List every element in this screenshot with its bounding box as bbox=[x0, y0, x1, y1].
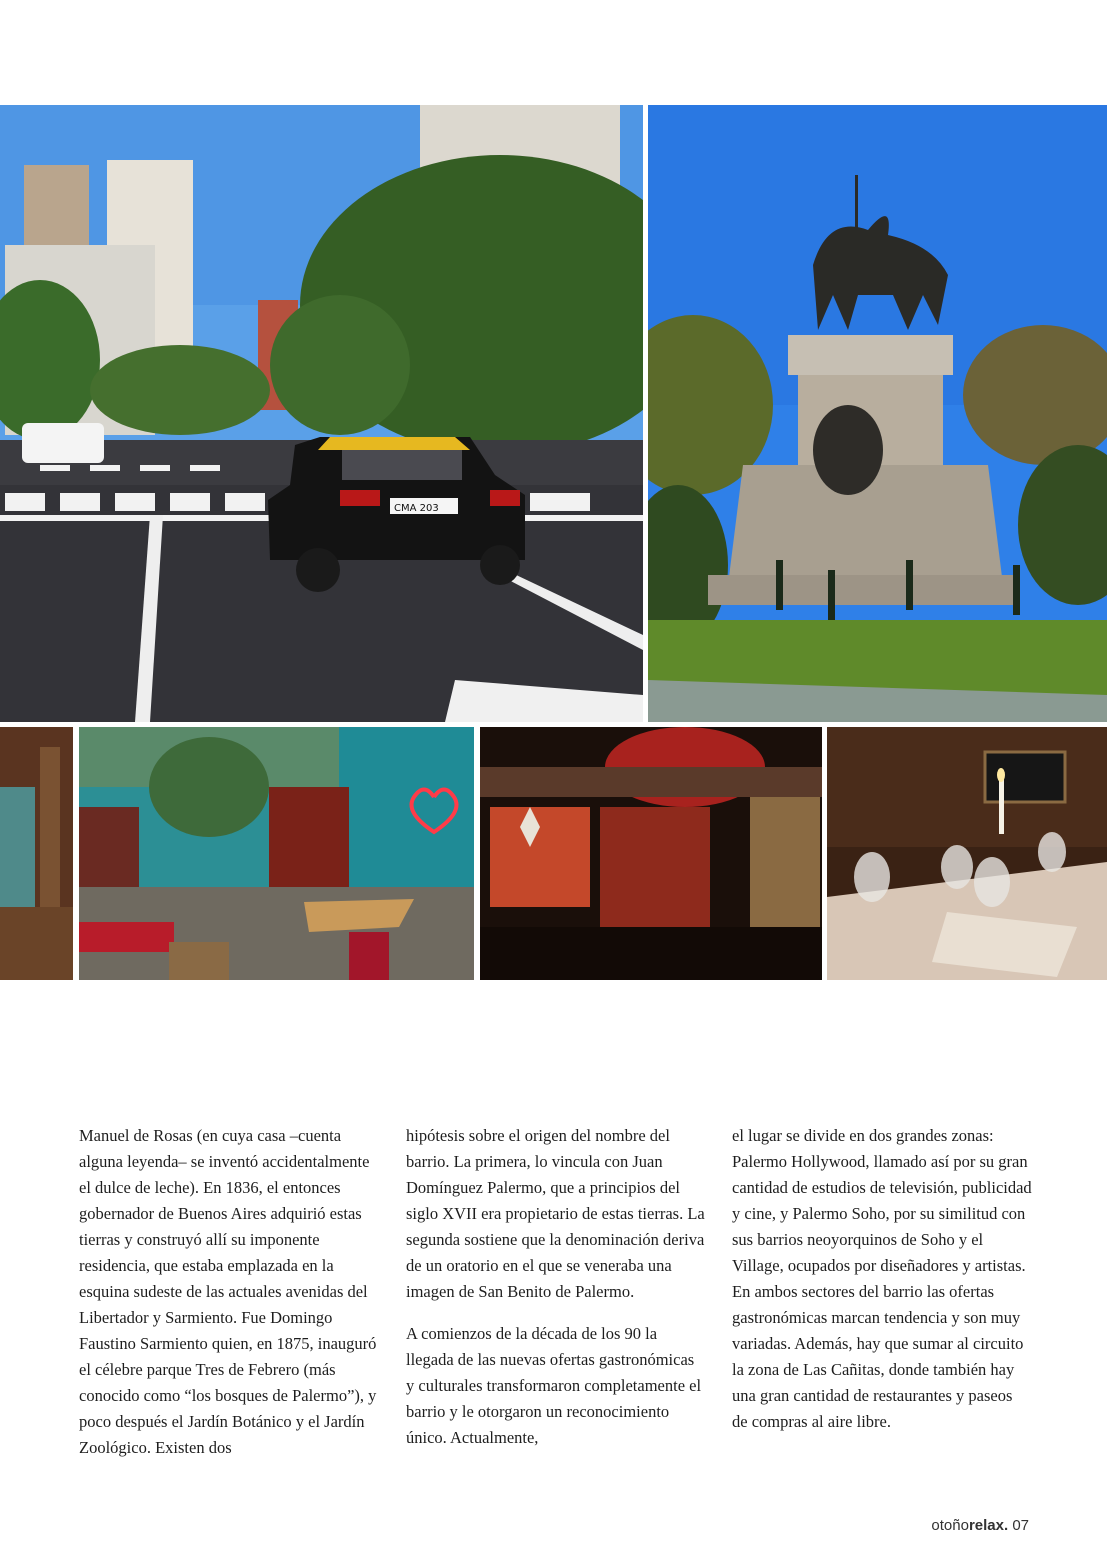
footer-magazine: relax. bbox=[968, 1517, 1009, 1534]
page-number: 07 bbox=[1012, 1517, 1029, 1534]
paragraph: A comienzos de la década de los 90 la llegada de las nuevas ofertas gastronómicas y culturales transformaron completamente el barrio y le otorgaron un reconocimiento único. Actualmente, bbox=[406, 1324, 702, 1447]
footer-season: otoño bbox=[931, 1517, 969, 1534]
photo-equestrian-monument bbox=[648, 105, 1107, 722]
article-column-1 bbox=[79, 1123, 379, 1477]
photo-courtyard-tables bbox=[79, 727, 474, 980]
paragraph: Manuel de Rosas (en cuya casa –cuenta alguna leyenda– se inventó accidentalmente el dulce de leche). En 1836, el entonces gobernador de Buenos Aires adquirió estas tierras y construyó allí su imponente residencia, que estaba emplazada en la esquina sudeste de las actuales avenidas del Libertador y Sarmiento. Fue Domingo Faustino Sarmiento quien, en 1875, inauguró el célebre parque Tres de Febrero (más conocido como “los bosques de Palermo”), y poco después el Jardín Botánico y el Jardín Zoológico. Existen dos bbox=[79, 1126, 377, 1457]
photo-avenue-taxi bbox=[0, 105, 643, 722]
taxi-plate: CMA 203 bbox=[394, 503, 439, 514]
photo-night-restaurant bbox=[480, 727, 822, 980]
page-footer bbox=[931, 1517, 1029, 1534]
paragraph: el lugar se divide en dos grandes zonas: Palermo Hollywood, llamado así por su gran cantidad de estudios de televisión, publicidad y cine, y Palermo Soho, por su similitud con sus barrios neoyorquinos de Soho y el Village, ocupados por diseñadores y artistas. En ambos sectores del barrio las ofertas gastronómicas marcan tendencia y son muy variadas. Además, hay que sumar al circuito la zona de Las Cañitas, donde también hay una gran cantidad de restaurantes y paseos de compras al aire libre. bbox=[732, 1126, 1032, 1431]
paragraph: hipótesis sobre el origen del nombre del barrio. La primera, lo vincula con Juan Domínguez Palermo, que a principios del siglo XVII era propietario de estas tierras. La segunda sostiene que la denominación deriva de un oratorio en el que se veneraba una imagen de San Benito de Palermo. bbox=[406, 1126, 705, 1301]
article-column-3 bbox=[732, 1123, 1032, 1451]
photo-dining-table bbox=[827, 727, 1107, 980]
article-column-2 bbox=[406, 1123, 706, 1467]
photo-restaurant-door bbox=[0, 727, 73, 980]
